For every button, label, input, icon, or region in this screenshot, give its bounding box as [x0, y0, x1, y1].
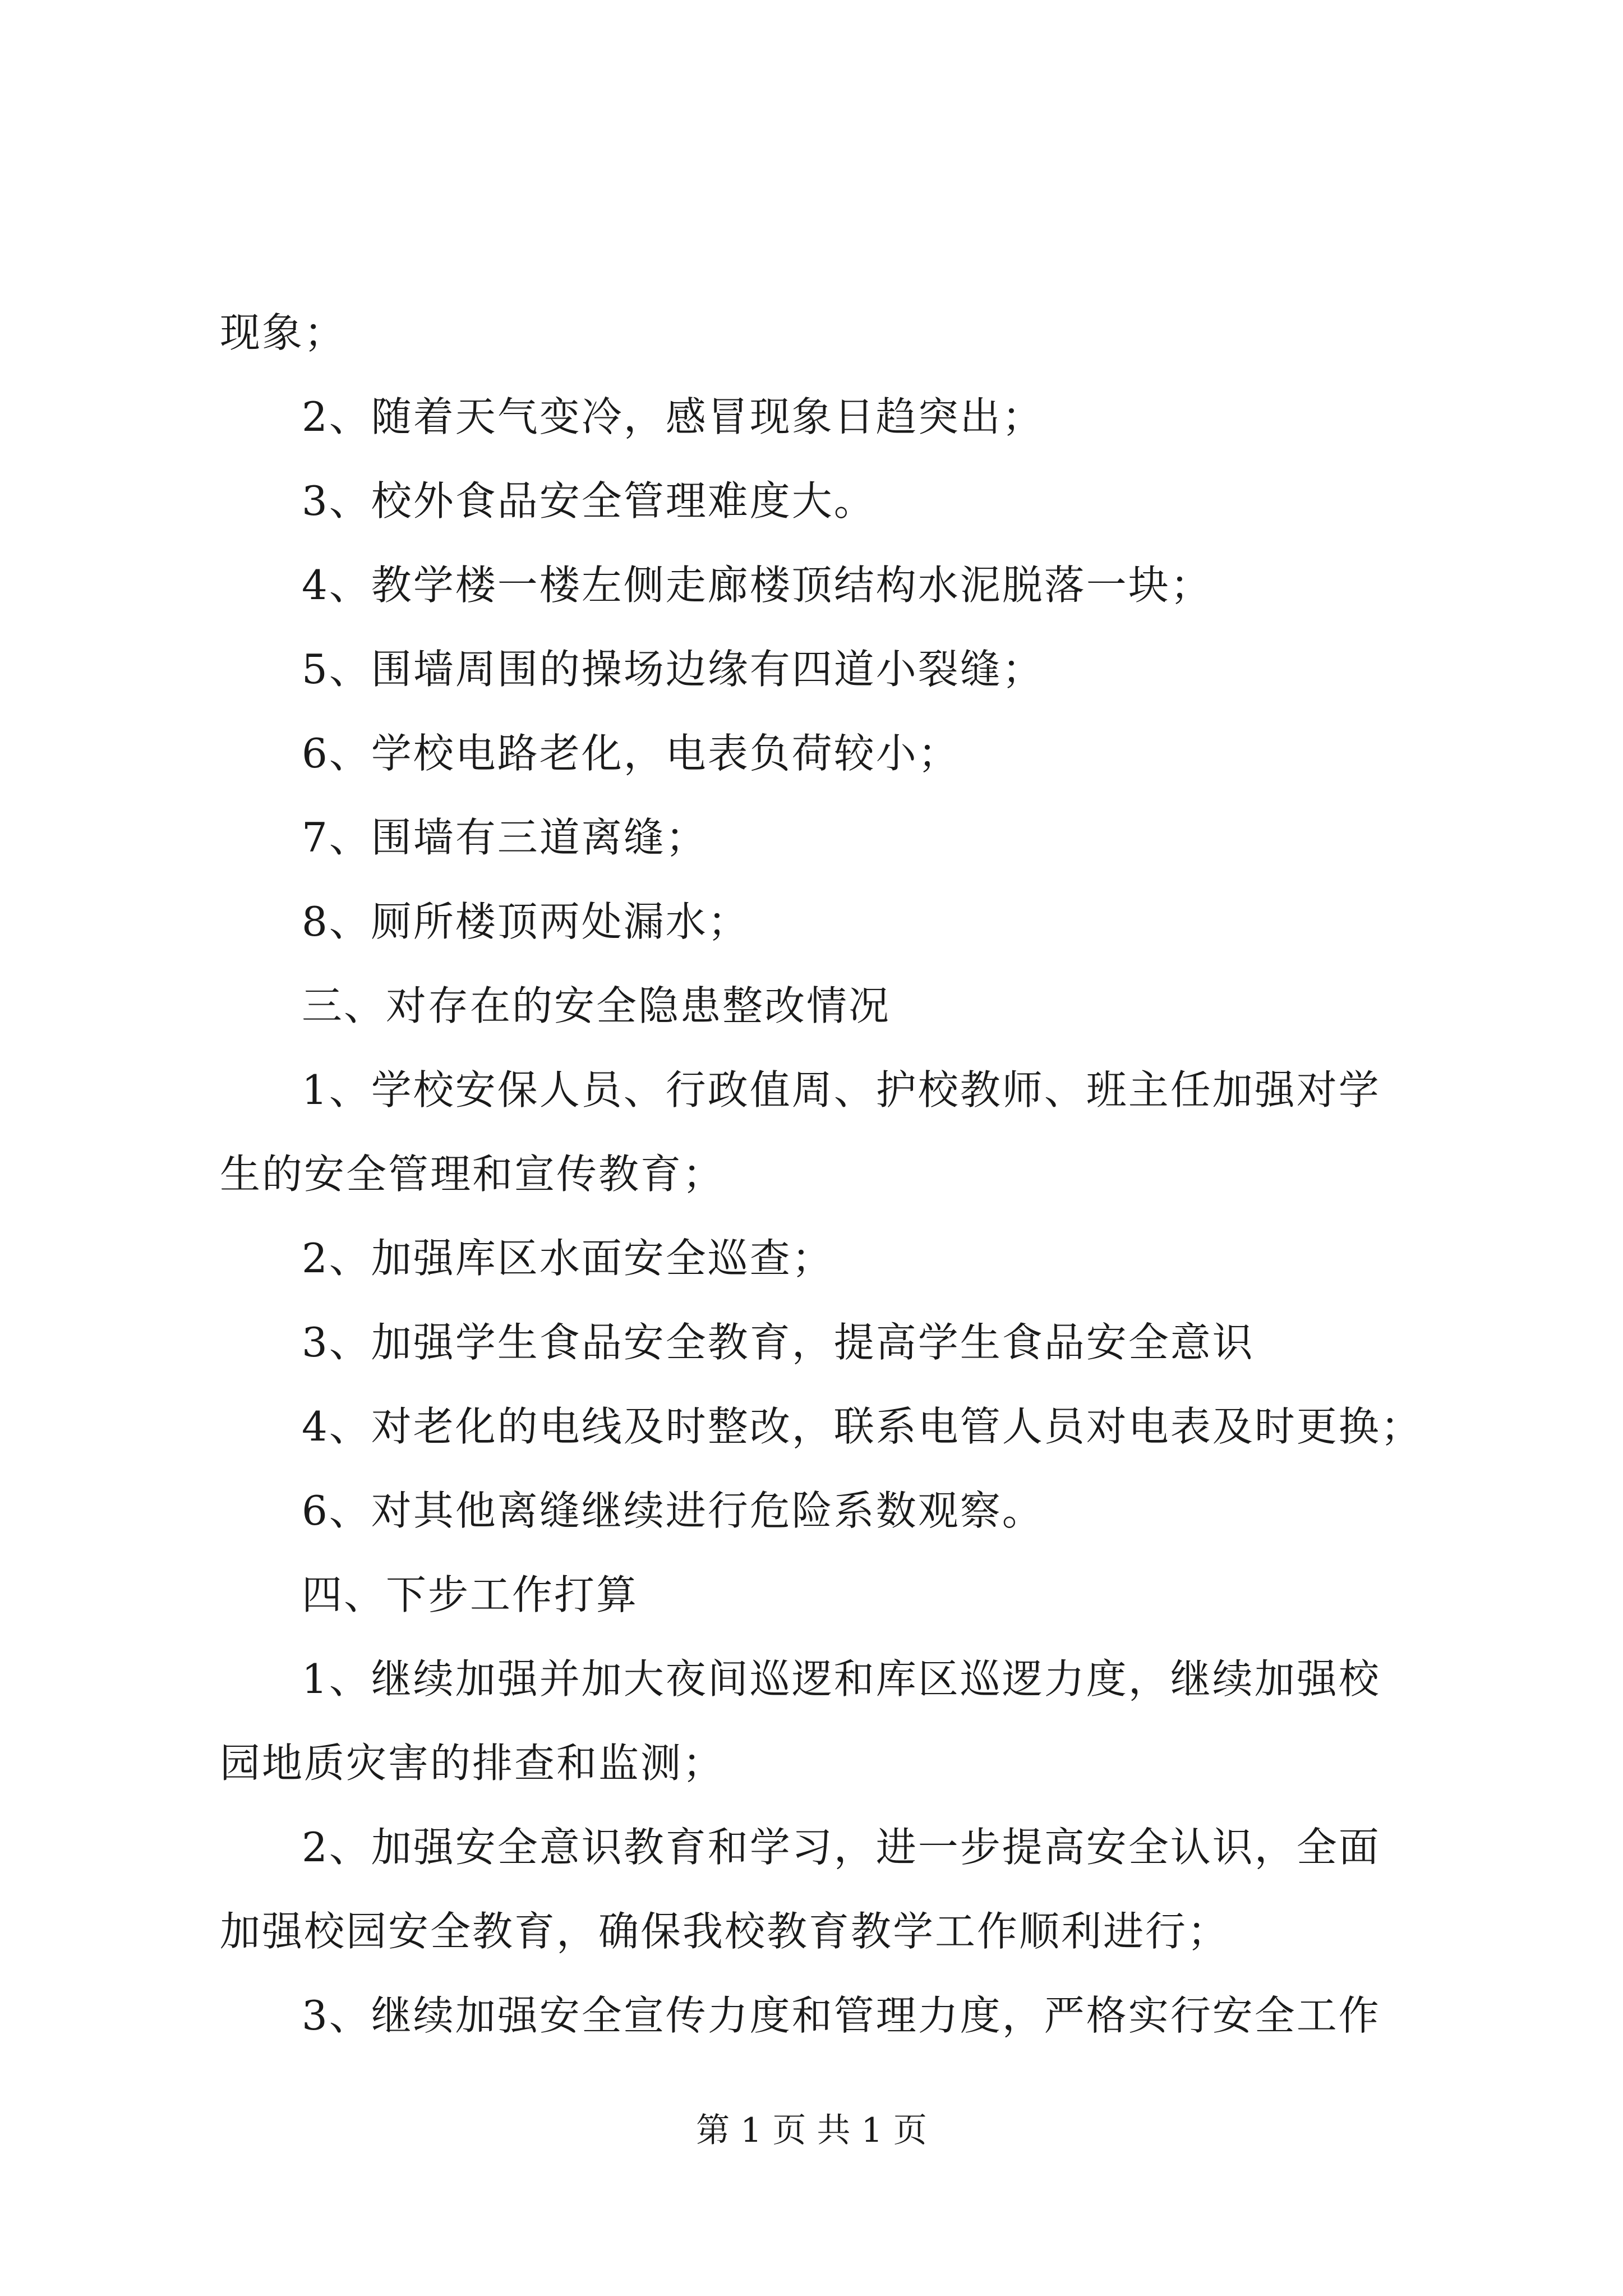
text-line: 3、校外食品安全管理难度大。: [302, 477, 876, 524]
section-heading: 三、对存在的安全隐患整改情况: [302, 982, 891, 1029]
page-footer: 第 1 页 共 1 页: [696, 2111, 927, 2150]
text-line: 6、对其他离缝继续进行危险系数观察。: [302, 1487, 1044, 1534]
section-heading: 四、下步工作打算: [302, 1571, 639, 1618]
text-line: 2、随着天气变冷，感冒现象日趋突出；: [302, 393, 1044, 440]
text-line: 4、教学楼一楼左侧走廊楼顶结构水泥脱落一块；: [302, 562, 1212, 609]
text-line: 现象；: [220, 309, 347, 356]
text-line: 6、学校电路老化，电表负荷较小；: [302, 730, 960, 777]
text-line: 园地质灾害的排查和监测；: [220, 1740, 725, 1787]
text-line: 7、围墙有三道离缝；: [302, 814, 708, 861]
text-line: 生的安全管理和宣传教育；: [220, 1151, 725, 1198]
text-line: 2、加强库区水面安全巡查；: [302, 1235, 834, 1282]
text-line: 1、继续加强并加大夜间巡逻和库区巡逻力度，继续加强校: [302, 1655, 1381, 1703]
text-line: 3、加强学生食品安全教育，提高学生食品安全意识: [302, 1319, 1255, 1366]
text-line: 2、加强安全意识教育和学习，进一步提高安全认识，全面: [302, 1824, 1381, 1871]
text-line: 1、学校安保人员、行政值周、护校教师、班主任加强对学: [302, 1066, 1381, 1114]
text-line: 8、厕所楼顶两处漏水；: [302, 898, 750, 945]
text-line: 4、对老化的电线及时整改，联系电管人员对电表及时更换；: [302, 1403, 1423, 1450]
text-line: 5、围墙周围的操场边缘有四道小裂缝；: [302, 646, 1044, 693]
text-line: 加强校园安全教育，确保我校教育教学工作顺利进行；: [220, 1908, 1230, 1955]
text-line: 3、继续加强安全宣传力度和管理力度，严格实行安全工作: [302, 1992, 1381, 2039]
